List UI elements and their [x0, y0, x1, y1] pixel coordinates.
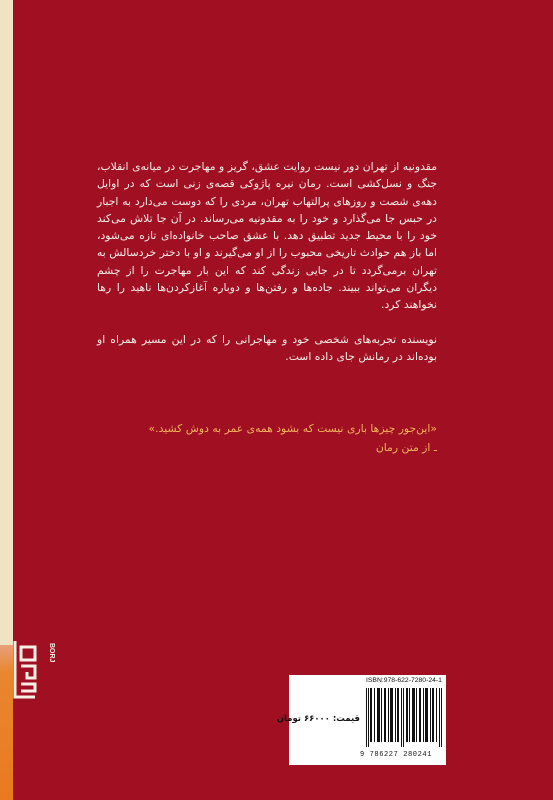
isbn-label: ISBN:978-622-7280-24-1 — [366, 677, 442, 684]
quote-source: ـ از متن رمان — [375, 441, 437, 454]
blurb-paragraph-2: نویسنده تجربه‌های شخصی خود و مهاجرانی را که در این مسیر همراه او بوده‌اند در رمانش جای داده است. — [97, 332, 437, 363]
barcode-icon — [366, 688, 442, 747]
barcode-digits: 9 786227 280241 — [360, 751, 433, 759]
price-label: قیمت: ۶۶۰۰۰ تومان — [276, 714, 360, 724]
svg-text:BORJ: BORJ — [48, 643, 55, 663]
book-quote: «این‌جور چیزها باری نیست که بشود همه‌ی عمر به دوش کشید.» — [148, 422, 437, 435]
blurb-text — [97, 158, 437, 365]
publisher-logo-caption — [43, 641, 53, 671]
blurb-paragraph-1: مقدونیه از تهران دور نیست روایت عشق، گریز و مهاجرت در میانه‌ی انقلاب، جنگ و نسل‌کشی است. رمان نیره پاژوکی قصه‌ی زنی است که در اوایل دهه‌ی شصت و روزهای پرالتهاب تهران، مردی را که دوست می‌دارد به اجبار در حبس جا می‌گذارد و خود را به مقدونیه می‌رساند. در آن جا تلاش می‌کند خود را با محیط جدید تطبیق دهد. با عشق صاحب خانواده‌ای تازه می‌شود، اما باز هم حوادث تاریخی محبوب را از او می‌گیرند و او با دختر خردسالش به تهران برمی‌گردد تا در جایی زندگی کند که این بار مهاجرت را از چشم دیگران می‌تواند ببیند. جاده‌ها و رفتن‌ها و دوباره آغازکردن‌ها ناهید را رها نخواهند کرد. — [97, 160, 437, 312]
publisher-logo — [12, 638, 38, 700]
